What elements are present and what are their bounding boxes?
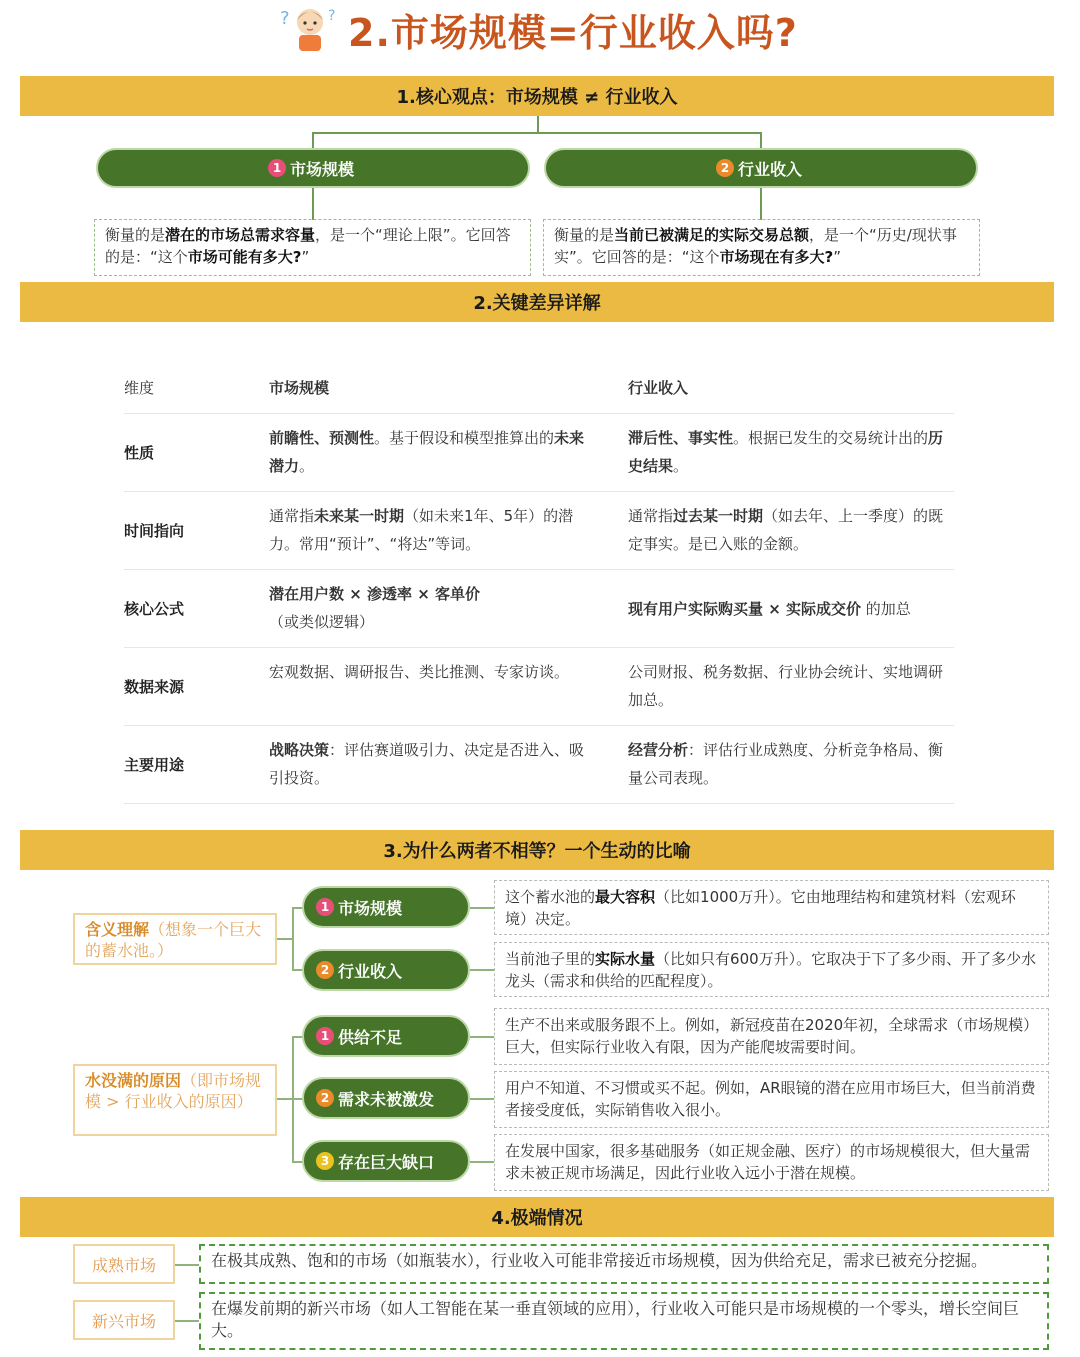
header-dimension: 维度	[124, 379, 155, 397]
market-size-label: 市场规模	[290, 159, 355, 179]
reason-box: 水没满的原因（即市场规模 > 行业收入的原因）	[73, 1064, 277, 1136]
header-market-size: 市场规模	[269, 379, 330, 397]
table-row: 时间指向 通常指未来某一时期（如未来1年、5年）的潜力。常用“预计”、“将达”等词。 通常指过去某一时期（如去年、上一季度）的既定事实。是已入账的金额。	[124, 492, 954, 570]
industry-revenue-definition: 衡量的是当前已被满足的实际交易总额，是一个“历史/现状事实”。它回答的是：“这个市场现在有多大?”	[543, 219, 980, 276]
thinking-kid-icon	[278, 2, 342, 52]
section-4-header: 4.极端情况	[20, 1197, 1054, 1237]
number-1-icon: 1	[268, 159, 286, 177]
reservoir-water-text: 当前池子里的实际水量（比如只有600万升）。它取决于下了多少雨、开了多少水龙头（需求和供给的匹配程度）。	[494, 942, 1049, 997]
svg-text:?: ?	[328, 8, 336, 24]
number-2-icon: 2	[716, 159, 734, 177]
market-size-definition: 衡量的是潜在的市场总需求容量，是一个“理论上限”。它回答的是：“这个市场可能有多大?”	[94, 219, 531, 276]
page-title: 2.市场规模=行业收入吗?	[348, 11, 798, 55]
section-3-header: 3.为什么两者不相等？一个生动的比喻	[20, 830, 1054, 870]
connector	[277, 1098, 293, 1100]
gap-text: 在发展中国家，很多基础服务（如正规金融、医疗）的市场规模很大，但大量需求未被正规市场满足，因此行业收入远小于潜在规模。	[494, 1134, 1049, 1191]
connector	[470, 907, 494, 909]
connector	[312, 186, 314, 220]
table-row: 主要用途 战略决策：评估赛道吸引力、决定是否进入、吸引投资。 经营分析：评估行业成熟度、分析竞争格局、衡量公司表现。	[124, 726, 954, 804]
demand-text: 用户不知道、不习惯或买不起。例如，AR眼镜的潜在应用市场巨大，但当前消费者接受度低，实际销售收入很小。	[494, 1071, 1049, 1128]
supply-shortage-text: 生产不出来或服务跟不上。例如，新冠疫苗在2020年初，全球需求（市场规模）巨大，但实际行业收入有限，因为产能爬坡需要时间。	[494, 1008, 1049, 1065]
svg-text:?: ?	[280, 8, 290, 29]
table-header-row	[124, 362, 954, 414]
connector	[312, 132, 762, 134]
reservoir-capacity-text: 这个蓄水池的最大容积（比如1000万升）。它由地理结构和建筑材料（宏观环境）决定。	[494, 880, 1049, 935]
table-row: 数据来源 宏观数据、调研报告、类比推测、专家访谈。 公司财报、税务数据、行业协会统计、实地调研加总。	[124, 648, 954, 726]
connector	[292, 907, 294, 970]
emerging-market-tag: 新兴市场	[73, 1300, 175, 1340]
table-row: 核心公式 潜在用户数 × 渗透率 × 客单价 （或类似逻辑） 现有用户实际购买量 × 实际成交价 的加总	[124, 570, 954, 648]
industry-revenue-label: 行业收入	[738, 159, 803, 179]
connector	[175, 1264, 199, 1266]
reason-supply-shortage: 1 供给不足	[302, 1015, 470, 1057]
connector	[470, 969, 494, 971]
mature-market-tag: 成熟市场	[73, 1244, 175, 1284]
meaning-box: 含义理解（想象一个巨大的蓄水池。）	[73, 913, 277, 965]
connector	[470, 1036, 494, 1038]
connector	[760, 186, 762, 220]
connector	[470, 1161, 494, 1163]
connector	[537, 116, 539, 132]
metaphor-market-size: 1 市场规模	[302, 886, 470, 928]
connector	[470, 1098, 494, 1100]
reason-huge-gap: 3 存在巨大缺口	[302, 1140, 470, 1182]
reason-demand-not-stimulated: 2 需求未被激发	[302, 1077, 470, 1119]
industry-revenue-node	[544, 148, 978, 188]
emerging-market-text: 在爆发前期的新兴市场（如人工智能在某一垂直领域的应用），行业收入可能只是市场规模的一个零头，增长空间巨大。	[199, 1292, 1049, 1350]
connector	[277, 938, 293, 940]
section-1-header: 1.核心观点：市场规模 ≠ 行业收入	[20, 76, 1054, 116]
market-size-node	[96, 148, 530, 188]
section-2-header: 2.关键差异详解	[20, 282, 1054, 322]
connector	[175, 1320, 199, 1322]
metaphor-industry-revenue: 2 行业收入	[302, 949, 470, 991]
table-row: 性质 前瞻性、预测性。基于假设和模型推算出的未来潜力。 滞后性、事实性。根据已发生的交易统计出的历史结果。	[124, 414, 954, 492]
mature-market-text: 在极其成熟、饱和的市场（如瓶装水），行业收入可能非常接近市场规模，因为供给充足，需求已被充分挖掘。	[199, 1244, 1049, 1284]
header-industry-revenue: 行业收入	[628, 379, 689, 397]
